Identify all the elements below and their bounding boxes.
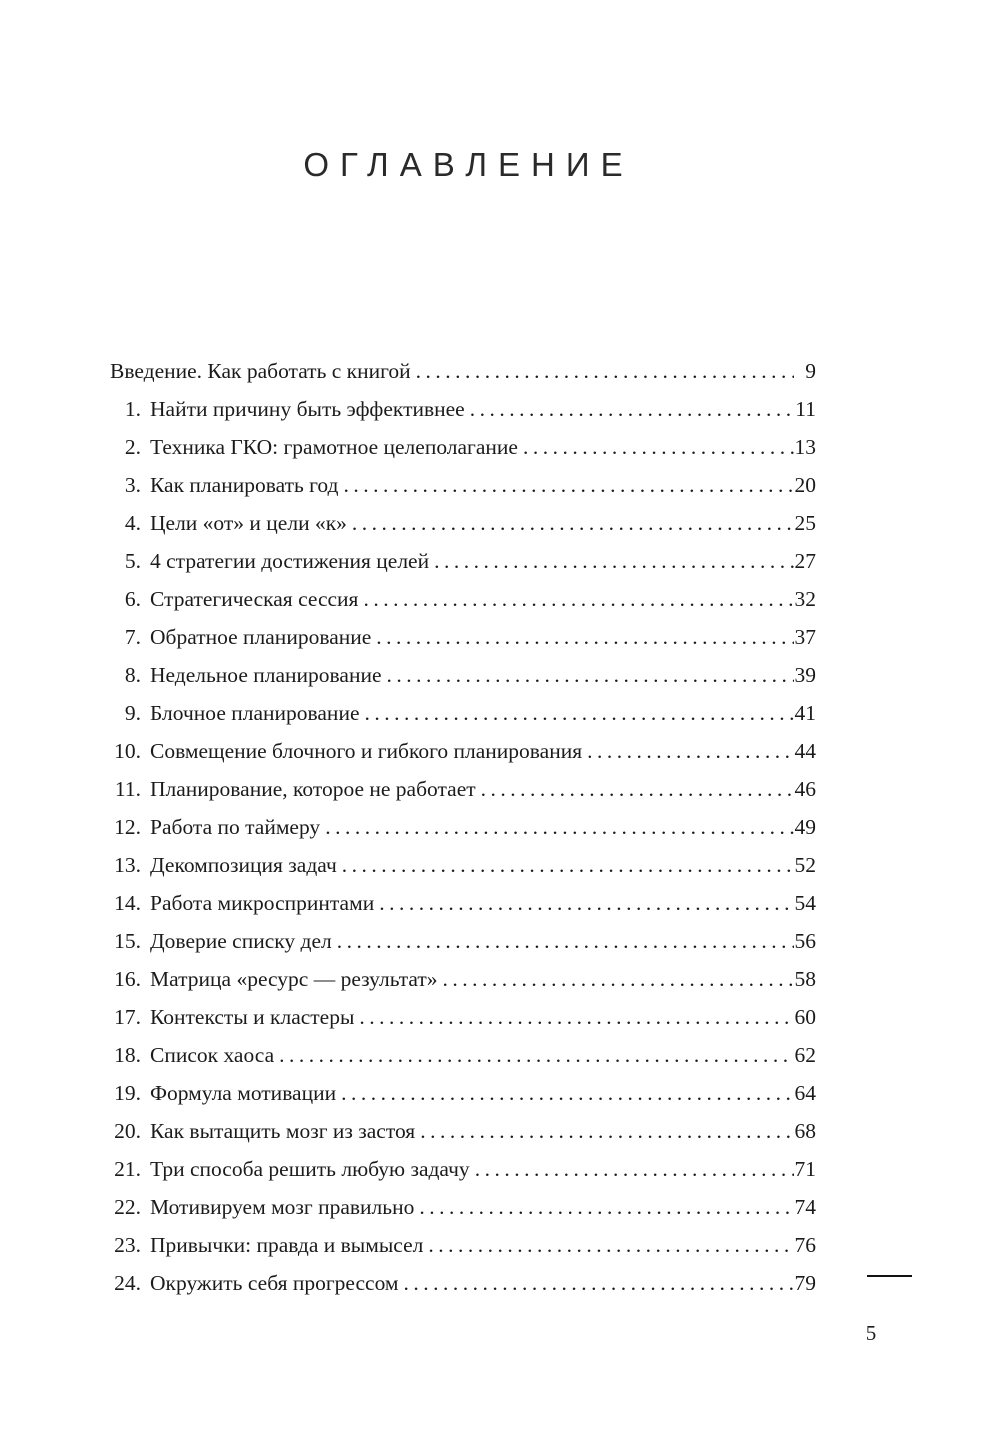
entry-dots-leader bbox=[382, 656, 795, 694]
entry-title: Обратное планирование bbox=[150, 625, 372, 649]
entry-title: Совмещение блочного и гибкого планирования bbox=[150, 739, 583, 763]
entry-number: 6. bbox=[124, 587, 141, 611]
entry-dots-leader bbox=[465, 390, 794, 428]
entry-dots-leader bbox=[336, 1074, 794, 1112]
toc-entry bbox=[110, 428, 816, 466]
entry-dots-leader bbox=[399, 1264, 794, 1302]
toc-entry bbox=[110, 1188, 816, 1226]
entry-page: 20 bbox=[794, 473, 816, 497]
toc-entry bbox=[110, 504, 816, 542]
entry-title: Как вытащить мозг из застоя bbox=[150, 1119, 416, 1143]
entry-dots-leader bbox=[582, 732, 794, 770]
entry-page: 37 bbox=[794, 625, 816, 649]
entry-page: 41 bbox=[794, 701, 816, 725]
toc-list bbox=[110, 352, 816, 1302]
entry-number: 23. bbox=[114, 1233, 141, 1257]
entry-page: 54 bbox=[794, 891, 816, 915]
entry-dots-leader bbox=[437, 960, 794, 998]
entry-number: 11. bbox=[114, 777, 141, 801]
page-title: ОГЛАВЛЕНИЕ bbox=[303, 146, 634, 183]
entry-title: Найти причину быть эффективнее bbox=[150, 397, 465, 421]
entry-number: 13. bbox=[114, 853, 141, 877]
entry-dots-leader bbox=[470, 1150, 794, 1188]
entry-title: Список хаоса bbox=[150, 1043, 275, 1067]
entry-number: 10. bbox=[114, 739, 141, 763]
entry-number: 24. bbox=[114, 1271, 141, 1295]
toc-entry bbox=[110, 1150, 816, 1188]
entry-title: Окружить себя прогрессом bbox=[150, 1271, 399, 1295]
toc-entry bbox=[110, 960, 816, 998]
entry-page: 46 bbox=[794, 777, 816, 801]
entry-page: 62 bbox=[794, 1043, 816, 1067]
toc-entry bbox=[110, 694, 816, 732]
entry-title: Работа микроспринтами bbox=[150, 891, 375, 915]
entry-dots-leader bbox=[358, 580, 794, 618]
entry-number: 8. bbox=[124, 663, 141, 687]
entry-page: 13 bbox=[794, 435, 816, 459]
entry-dots-leader bbox=[371, 618, 794, 656]
entry-page: 25 bbox=[794, 511, 816, 535]
entry-page: 68 bbox=[794, 1119, 816, 1143]
entry-title: Работа по таймеру bbox=[150, 815, 321, 839]
entry-number: 17. bbox=[114, 1005, 141, 1029]
toc-entry bbox=[110, 542, 816, 580]
entry-dots-leader bbox=[337, 846, 794, 884]
entry-page: 52 bbox=[794, 853, 816, 877]
entry-number: 19. bbox=[114, 1081, 141, 1105]
toc-entry bbox=[110, 466, 816, 504]
entry-dots-leader bbox=[518, 428, 794, 466]
entry-number: 5. bbox=[124, 549, 141, 573]
entry-dots-leader bbox=[274, 1036, 794, 1074]
toc-entry bbox=[110, 352, 816, 390]
entry-number: 15. bbox=[114, 929, 141, 953]
toc-entry bbox=[110, 1226, 816, 1264]
entry-page: 49 bbox=[794, 815, 816, 839]
toc-entry bbox=[110, 770, 816, 808]
entry-number: 18. bbox=[114, 1043, 141, 1067]
entry-title: Стратегическая сессия bbox=[150, 587, 359, 611]
entry-dots-leader bbox=[414, 1188, 794, 1226]
entry-dots-leader bbox=[423, 1226, 794, 1264]
entry-page: 58 bbox=[794, 967, 816, 991]
entry-title: Мотивируем мозг правильно bbox=[150, 1195, 415, 1219]
toc-entry bbox=[110, 998, 816, 1036]
entry-page: 27 bbox=[794, 549, 816, 573]
entry-title: Введение. Как работать с книгой bbox=[110, 359, 411, 383]
entry-dots-leader bbox=[354, 998, 794, 1036]
toc-entry bbox=[110, 618, 816, 656]
entry-title: Техника ГКО: грамотное целеполагание bbox=[150, 435, 518, 459]
entry-title: Матрица «ресурс — результат» bbox=[150, 967, 438, 991]
entry-dots-leader bbox=[415, 1112, 794, 1150]
entry-title: Планирование, которое не работает bbox=[150, 777, 476, 801]
entry-page: 76 bbox=[794, 1233, 816, 1257]
entry-number: 22. bbox=[114, 1195, 141, 1219]
toc-entry bbox=[110, 884, 816, 922]
entry-title: Цели «от» и цели «к» bbox=[150, 511, 347, 535]
entry-page: 74 bbox=[794, 1195, 816, 1219]
toc-entry bbox=[110, 1074, 816, 1112]
toc-entry bbox=[110, 922, 816, 960]
toc-entry bbox=[110, 390, 816, 428]
entry-title: Как планировать год bbox=[150, 473, 339, 497]
entry-page: 32 bbox=[794, 587, 816, 611]
entry-dots-leader bbox=[411, 352, 794, 390]
entry-number: 1. bbox=[124, 397, 141, 421]
entry-number: 3. bbox=[124, 473, 141, 497]
toc-entry bbox=[110, 1112, 816, 1150]
entry-title: Привычки: правда и вымысел bbox=[150, 1233, 424, 1257]
toc-entry bbox=[110, 808, 816, 846]
entry-title: Декомпозиция задач bbox=[150, 853, 337, 877]
entry-title: 4 стратегии достижения целей bbox=[150, 549, 430, 573]
toc-entry bbox=[110, 580, 816, 618]
entry-number: 7. bbox=[124, 625, 141, 649]
entry-page: 79 bbox=[794, 1271, 816, 1295]
toc-entry bbox=[110, 1264, 816, 1302]
entry-dots-leader bbox=[339, 466, 795, 504]
entry-page: 44 bbox=[794, 739, 816, 763]
entry-number: 2. bbox=[124, 435, 141, 459]
toc-entry bbox=[110, 846, 816, 884]
entry-dots-leader bbox=[332, 922, 794, 960]
entry-title: Контексты и кластеры bbox=[150, 1005, 355, 1029]
page-number: 5 bbox=[865, 1321, 877, 1345]
entry-dots-leader bbox=[429, 542, 794, 580]
entry-page: 64 bbox=[794, 1081, 816, 1105]
entry-dots-leader bbox=[347, 504, 794, 542]
entry-number: 20. bbox=[114, 1119, 141, 1143]
entry-number: 21. bbox=[114, 1157, 141, 1181]
footer-rule bbox=[867, 1275, 912, 1277]
entry-number: 14. bbox=[114, 891, 141, 915]
entry-page: 71 bbox=[794, 1157, 816, 1181]
entry-title: Три способа решить любую задачу bbox=[150, 1157, 470, 1181]
toc-entry bbox=[110, 656, 816, 694]
entry-page: 39 bbox=[794, 663, 816, 687]
entry-title: Недельное планирование bbox=[150, 663, 382, 687]
entry-dots-leader bbox=[374, 884, 794, 922]
entry-number: 12. bbox=[114, 815, 141, 839]
entry-dots-leader bbox=[320, 808, 794, 846]
entry-title: Доверие списку дел bbox=[150, 929, 332, 953]
entry-page: 11 bbox=[795, 397, 816, 421]
entry-dots-leader bbox=[476, 770, 794, 808]
entry-dots-leader bbox=[360, 694, 795, 732]
toc-entry bbox=[110, 732, 816, 770]
entry-title: Формула мотивации bbox=[150, 1081, 337, 1105]
entry-number: 9. bbox=[124, 701, 141, 725]
entry-page: 60 bbox=[794, 1005, 816, 1029]
entry-page: 56 bbox=[794, 929, 816, 953]
entry-number: 16. bbox=[114, 967, 141, 991]
entry-title: Блочное планирование bbox=[150, 701, 360, 725]
entry-page: 9 bbox=[805, 359, 816, 383]
entry-number: 4. bbox=[124, 511, 141, 535]
toc-entry bbox=[110, 1036, 816, 1074]
